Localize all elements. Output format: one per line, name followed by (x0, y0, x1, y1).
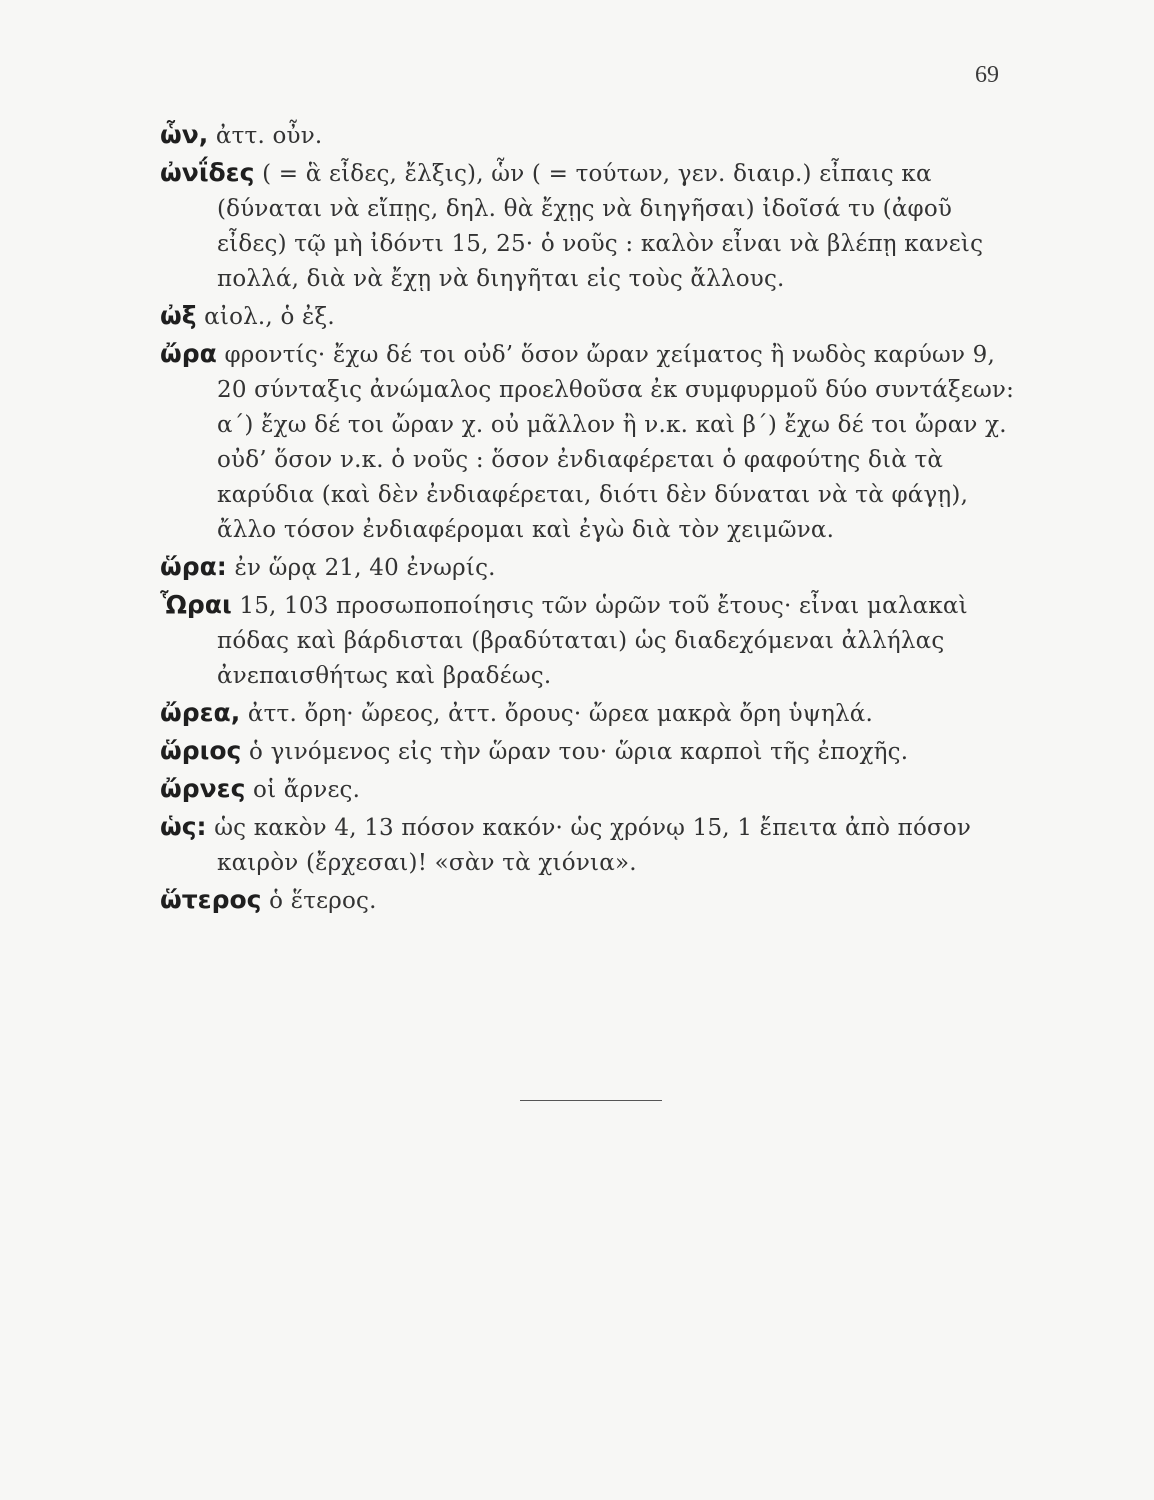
glossary-entry (160, 810, 1020, 880)
headword: ὧν, (160, 120, 209, 149)
headword: ὤρα (160, 339, 217, 368)
headword: ὥριος (160, 736, 242, 765)
glossary-entry (160, 550, 1020, 585)
headword: ὠξ (160, 301, 197, 330)
glossary-entry (160, 696, 1020, 731)
headword: ὡς: (160, 812, 207, 841)
glossary-entry (160, 883, 1020, 918)
headword: ὤρνες (160, 774, 246, 803)
definition: ( = ἃ εἶδες, ἔλξις), ὧν ( = τούτων, γεν. διαιρ.) εἶπαις κα (δύναται νὰ εἴπῃς, δηλ. θὰ ἔχῃς νὰ διηγῆσαι) ἰδοῖσά τυ (ἀφοῦ εἶδες) τῷ μὴ ἰδόντι 15, 25· ὁ νοῦς : καλὸν εἶναι νὰ βλέπῃ κανεὶς πολλά, διὰ νὰ ἔχῃ νὰ διηγῆται εἰς τοὺς ἄλλους. (217, 161, 984, 292)
definition: ὁ γινόμενος εἰς τὴν ὥραν του· ὥρια καρποὶ τῆς ἐποχῆς. (249, 739, 909, 765)
glossary-entry (160, 299, 1020, 334)
definition: ὡς κακὸν 4, 13 πόσον κακόν· ὡς χρόνῳ 15, 1 ἔπειτα ἀπὸ πόσον καιρὸν (ἔρχεσαι)! «σὰν τὰ χιόνια». (214, 815, 972, 876)
definition: ἀττ. οὖν. (215, 123, 323, 149)
definition: αἰολ., ὁ ἐξ. (204, 304, 335, 330)
glossary-entry (160, 156, 1020, 296)
headword: ὥρα: (160, 552, 227, 581)
headword: ὥτερος (160, 885, 262, 914)
headword: ὠνΐδες (160, 158, 255, 187)
glossary-entry (160, 118, 1020, 153)
page-number: 69 (975, 62, 999, 88)
definition: οἱ ἄρνες. (253, 777, 361, 803)
glossary-entry (160, 734, 1020, 769)
glossary-entry (160, 588, 1020, 693)
definition: ὁ ἕτερος. (269, 888, 377, 914)
definition: ἀττ. ὄρη· ὤρεος, ἀττ. ὄρους· ὤρεα μακρὰ ὄρη ὑψηλά. (247, 701, 874, 727)
glossary-entry (160, 772, 1020, 807)
definition: φροντίς· ἔχω δέ τοι οὐδ’ ὅσον ὤραν χείματος ἢ νωδὸς καρύων 9, 20 σύνταξις ἀνώμαλος προελθοῦσα ἐκ συμφυρμοῦ δύο συντάξεων: α΄) ἔχω δέ τοι ὤραν χ. οὐ μᾶλλον ἢ ν.κ. καὶ β΄) ἔχω δέ τοι ὤραν χ. οὐδ’ ὅσον ν.κ. ὁ νοῦς : ὅσον ἐνδιαφέρεται ὁ φαφούτης διὰ τὰ καρύδια (καὶ δὲν ἐνδιαφέρεται, διότι δὲν δύναται νὰ τὰ φάγῃ), ἄλλο τόσον ἐνδιαφέρομαι καὶ ἐγὼ διὰ τὸν χειμῶνα. (217, 342, 1015, 543)
glossary-entry (160, 337, 1020, 547)
definition: 15, 103 προσωποποίησις τῶν ὡρῶν τοῦ ἔτους· εἶναι μαλακαὶ πόδας καὶ βάρδισται (βραδύταται) ὡς διαδεχόμεναι ἀλλήλας ἀνεπαισθήτως καὶ βραδέως. (217, 593, 968, 689)
headword: ὤρεα, (160, 698, 241, 727)
glossary-entries (160, 118, 1020, 921)
headword: Ὧραι (160, 590, 232, 619)
definition: ἐν ὥρᾳ 21, 40 ἐνωρίς. (234, 555, 496, 581)
end-rule (520, 1100, 662, 1101)
